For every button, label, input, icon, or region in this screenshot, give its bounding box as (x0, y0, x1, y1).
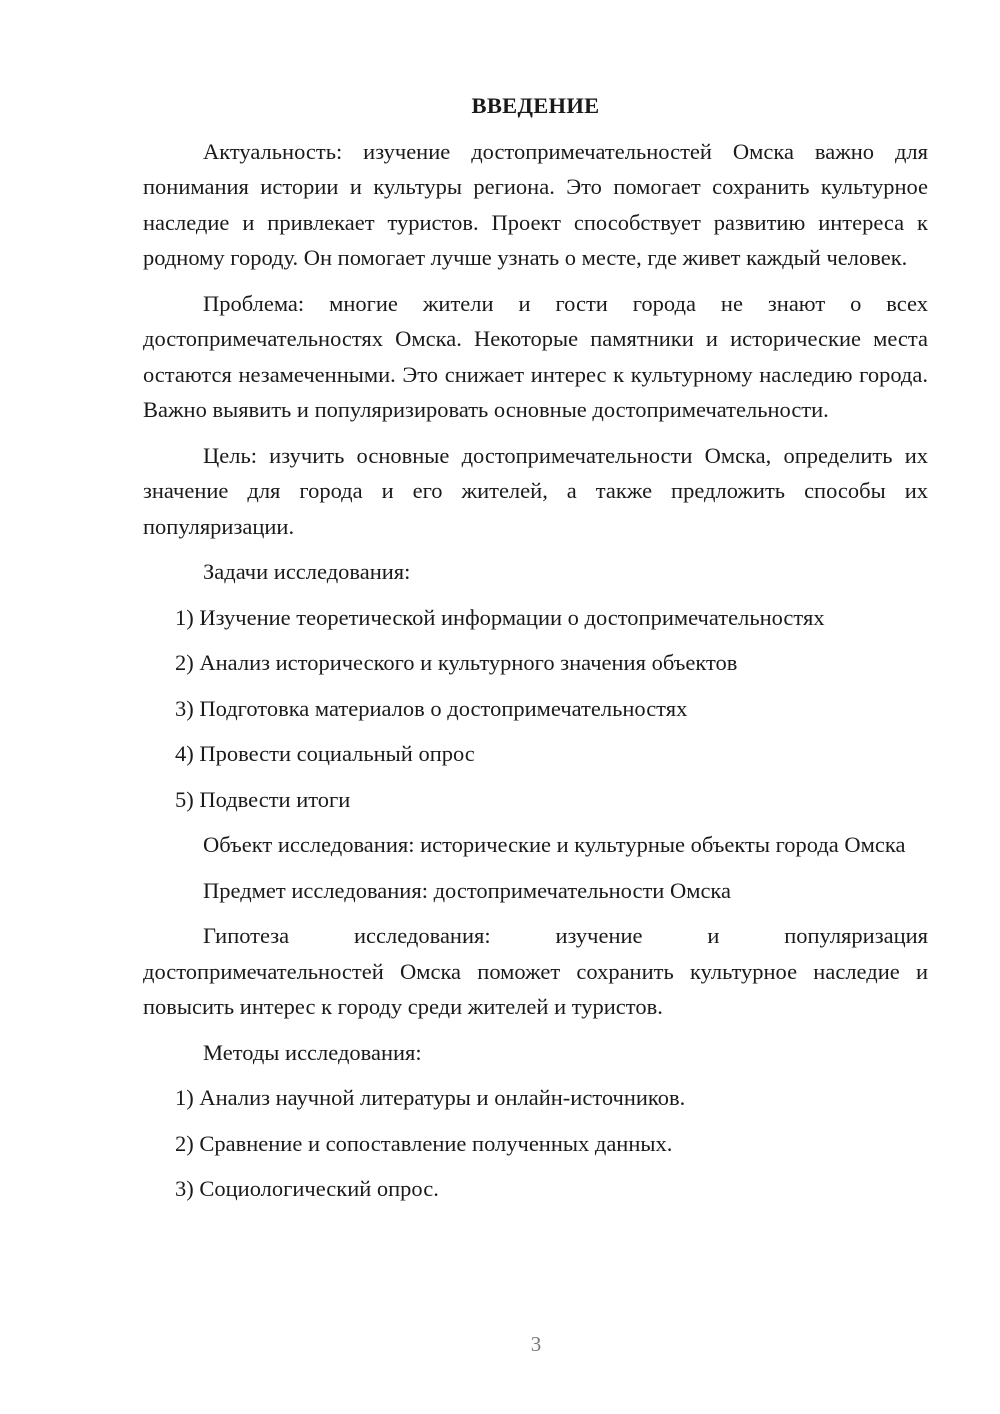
relevance-paragraph: Актуальность: изучение достопримечательностей Омска важно для понимания истории и культуры региона. Это помогает сохранить культурное наследие и привлекает туристов. Проект способствует развитию интереса к родному городу. Он помогает лучше узнать о месте, где живет каждый человек. (143, 138, 928, 270)
tasks-title: Задачи исследования: (203, 559, 411, 584)
goal-paragraph: Цель: изучить основные достопримечательности Омска, определить их значение для города и его жителей, а также предложить способы их популяризации. (143, 442, 928, 539)
list-item: 1) Анализ научной литературы и онлайн-источников. (175, 1085, 686, 1110)
list-item: 3) Подготовка материалов о достопримечательностях (175, 695, 688, 721)
page-number: 3 (530, 1332, 542, 1356)
list-item: 2) Анализ исторического и культурного значения объектов (175, 650, 738, 675)
methods-title: Методы исследования: (203, 1039, 422, 1065)
list-item: 2) Сравнение и сопоставление полученных данных. (175, 1130, 673, 1156)
list-item: 1) Изучение теоретической информации о достопримечательностях (175, 604, 825, 630)
list-item: 4) Провести социальный опрос (175, 741, 475, 766)
list-item: 5) Подвести итоги (175, 786, 351, 812)
hypothesis-paragraph: Гипотеза исследования: изучение и популяризация достопримечательностей Омска поможет сохранить культурное наследие и повысить интерес к городу среди жителей и туристов. (143, 923, 928, 1019)
page-title: ВВЕДЕНИЕ (471, 93, 600, 118)
subject-paragraph: Предмет исследования: достопримечательности Омска (203, 877, 732, 903)
object-paragraph: Объект исследования: исторические и культурные объекты города Омска (203, 832, 906, 857)
list-item: 3) Социологический опрос. (175, 1176, 439, 1201)
document-page (143, 88, 928, 1217)
problem-paragraph: Проблема: многие жители и гости города не знают о всех достопримечательностях Омска. Некоторые памятники и исторические места остаются незамеченными. Это снижает интерес к культурному наследию города. Важно выявить и популяризировать основные достопримечательности. (143, 290, 928, 422)
